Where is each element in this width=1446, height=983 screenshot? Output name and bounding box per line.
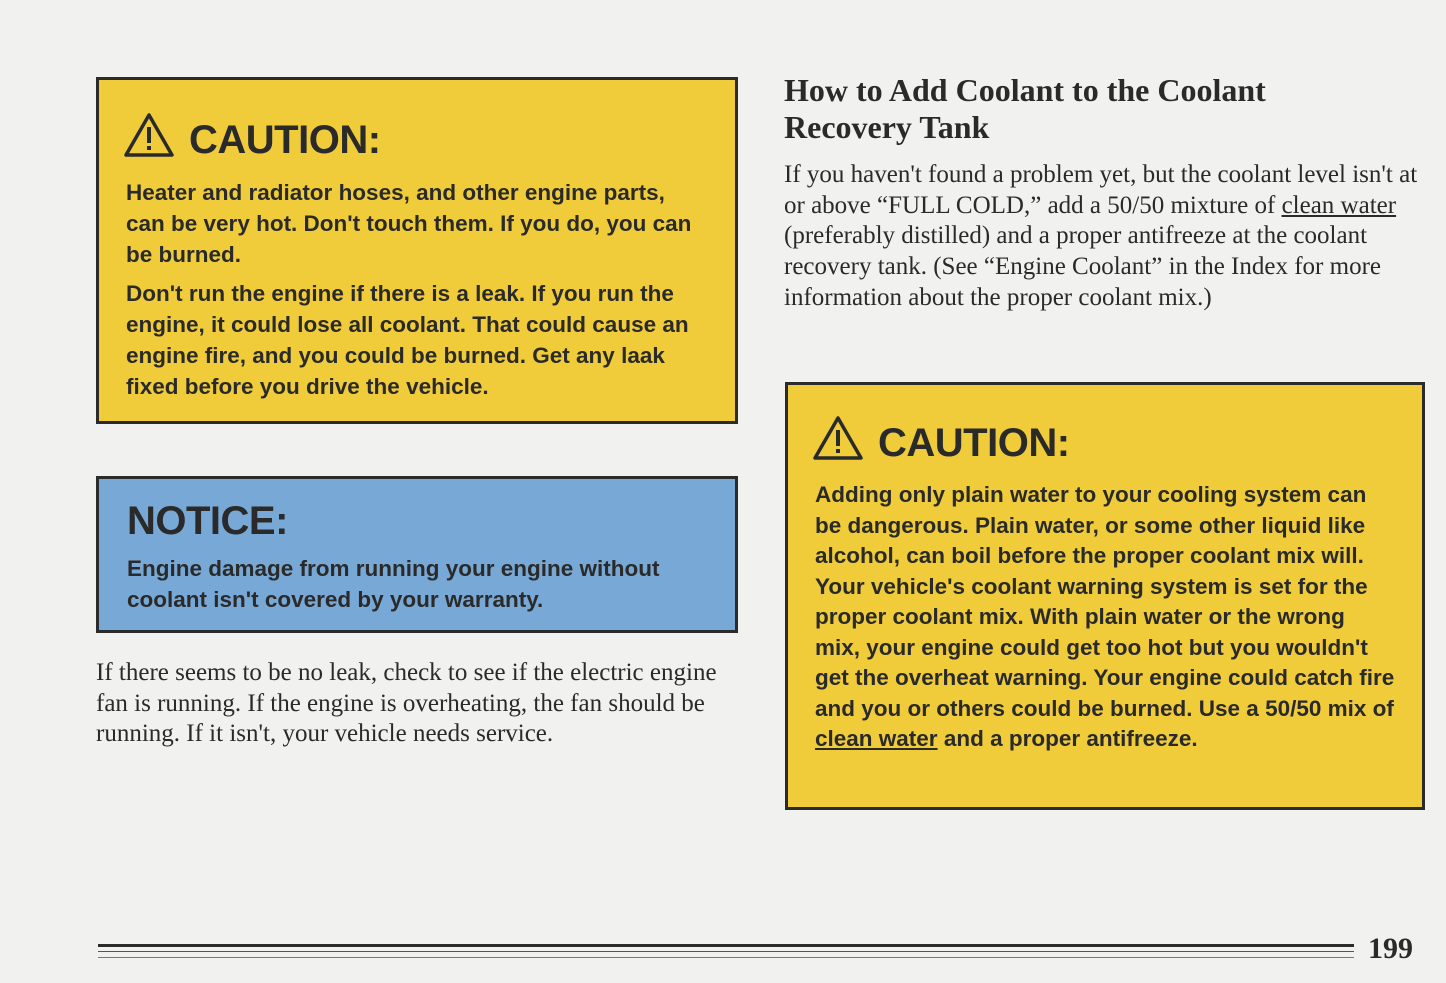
caution-2-text-end: and a proper antifreeze. bbox=[943, 726, 1198, 751]
fan-check-paragraph: If there seems to be no leak, check to see if the electric engine fan is running. If the engine is overheating, the fan should be running. If it isn't, your vehicle needs service. bbox=[96, 659, 717, 747]
section-heading: How to Add Coolant to the Coolant Recovery Tank bbox=[784, 72, 1266, 145]
caution-box-plain-water bbox=[785, 382, 1425, 810]
caution-2-paragraph bbox=[815, 480, 1395, 755]
clean-water-link: clean water bbox=[1281, 191, 1397, 219]
clean-water-link-2: clean water bbox=[815, 726, 938, 751]
section-paragraph bbox=[784, 160, 1424, 314]
notice-title: NOTICE: bbox=[127, 499, 288, 543]
caution-title bbox=[123, 112, 381, 168]
section-paragraph-end: (preferably distilled) and a proper antifreeze at the coolant recovery tank. (See “Engine Coolant” in the Index for more information about the proper coolant mix.) bbox=[784, 222, 1381, 311]
caution-box-heater-hoses bbox=[96, 77, 738, 424]
page-number: 199 bbox=[1368, 932, 1413, 965]
notice-box bbox=[96, 476, 738, 633]
footer-rule-thick bbox=[98, 944, 1354, 947]
caution-title-text: CAUTION: bbox=[189, 117, 381, 162]
warning-triangle-icon bbox=[123, 112, 175, 168]
caution-paragraph-2: Don't run the engine if there is a leak. If you run the engine, it could lose all coolant. That could cause an engine fire, and you could be burned. Get any laak fixed before you drive the vehicle. bbox=[126, 281, 689, 399]
notice-text: Engine damage from running your engine without coolant isn't covered by your warranty. bbox=[127, 556, 660, 612]
footer-rule-thin-1 bbox=[98, 951, 1354, 952]
section-paragraph-start: If you haven't found a problem yet, but the coolant level isn't at or above “FULL COLD,” add a 50/50 mixture of bbox=[784, 161, 1418, 219]
caution-title-2 bbox=[812, 415, 1070, 471]
footer-rule-thin-2 bbox=[98, 957, 1354, 958]
caution-paragraph-1: Heater and radiator hoses, and other engine parts, can be very hot. Don't touch them. If you do, you can be burned. bbox=[126, 180, 692, 267]
warning-triangle-icon bbox=[812, 415, 864, 471]
caution-title-text-2: CAUTION: bbox=[878, 420, 1070, 465]
caution-2-text-start: Adding only plain water to your cooling system can be dangerous. Plain water, or some other liquid like alcohol, can boil before the proper coolant mix will. Your vehicle's coolant warning system is set for the proper coolant mix. With plain water or the wrong mix, your engine could get too hot but you wouldn't get the overheat warning. Your engine could catch fire and you or others could be burned. Use a 50/50 mix of bbox=[815, 482, 1395, 721]
